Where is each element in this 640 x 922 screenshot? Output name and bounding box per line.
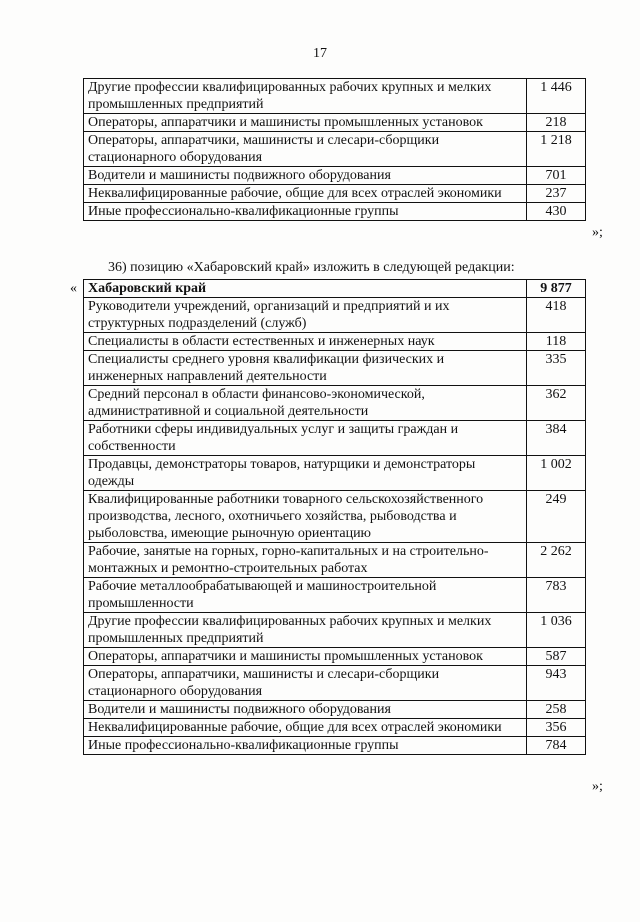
region-name-cell: Хабаровский край <box>84 280 527 298</box>
count-cell: 118 <box>527 333 586 351</box>
count-cell: 587 <box>527 648 586 666</box>
count-cell: 362 <box>527 386 586 421</box>
occupation-table-continued <box>83 78 586 221</box>
occupation-label-cell: Специалисты в области естественных и инженерных наук <box>84 333 527 351</box>
khabarovsk-occupation-table <box>83 279 586 755</box>
count-cell: 784 <box>527 737 586 755</box>
table-row <box>84 114 586 132</box>
occupation-label-cell: Другие профессии квалифицированных рабочих крупных и мелких промышленных предприятий <box>84 79 527 114</box>
occupation-label-cell: Неквалифицированные рабочие, общие для всех отраслей экономики <box>84 185 527 203</box>
occupation-label-cell: Квалифицированные работники товарного сельскохозяйственного производства, лесного, охотничьего хозяйства, рыбоводства и рыболовства, имеющие рыночную ориентацию <box>84 491 527 543</box>
table-row <box>84 578 586 613</box>
table-row <box>84 79 586 114</box>
occupation-label-cell: Операторы, аппаратчики и машинисты промышленных установок <box>84 648 527 666</box>
occupation-label-cell: Средний персонал в области финансово-экономической, административной и социальной деятельности <box>84 386 527 421</box>
table-row <box>84 648 586 666</box>
count-cell: 418 <box>527 298 586 333</box>
occupation-label-cell: Руководители учреждений, организаций и предприятий и их структурных подразделений (служб) <box>84 298 527 333</box>
table-header-row <box>84 280 586 298</box>
table-row <box>84 132 586 167</box>
occupation-label-cell: Операторы, аппаратчики, машинисты и слесари-сборщики стационарного оборудования <box>84 132 527 167</box>
occupation-label-cell: Операторы, аппаратчики, машинисты и слесари-сборщики стационарного оборудования <box>84 666 527 701</box>
table-row <box>84 298 586 333</box>
count-cell: 1 446 <box>527 79 586 114</box>
table-row <box>84 543 586 578</box>
count-cell: 701 <box>527 167 586 185</box>
table-row <box>84 719 586 737</box>
occupation-label-cell: Иные профессионально-квалификационные группы <box>84 203 527 221</box>
count-cell: 430 <box>527 203 586 221</box>
count-cell: 237 <box>527 185 586 203</box>
occupation-label-cell: Работники сферы индивидуальных услуг и защиты граждан и собственности <box>84 421 527 456</box>
count-cell: 1 002 <box>527 456 586 491</box>
count-cell: 258 <box>527 701 586 719</box>
occupation-label-cell: Операторы, аппаратчики и машинисты промышленных установок <box>84 114 527 132</box>
table-row <box>84 203 586 221</box>
table-row <box>84 491 586 543</box>
occupation-label-cell: Специалисты среднего уровня квалификации физических и инженерных направлений деятельности <box>84 351 527 386</box>
closing-quote-1: »; <box>592 225 603 240</box>
occupation-label-cell: Другие профессии квалифицированных рабочих крупных и мелких промышленных предприятий <box>84 613 527 648</box>
table-row <box>84 666 586 701</box>
table-row <box>84 351 586 386</box>
amendment-paragraph: 36) позицию «Хабаровский край» изложить в следующей редакции: <box>108 260 515 275</box>
count-cell: 218 <box>527 114 586 132</box>
count-cell: 356 <box>527 719 586 737</box>
count-cell: 335 <box>527 351 586 386</box>
count-cell: 1 036 <box>527 613 586 648</box>
table-row <box>84 333 586 351</box>
table-row <box>84 167 586 185</box>
count-cell: 943 <box>527 666 586 701</box>
occupation-label-cell: Водители и машинисты подвижного оборудования <box>84 167 527 185</box>
table-row <box>84 701 586 719</box>
count-cell: 1 218 <box>527 132 586 167</box>
occupation-label-cell: Иные профессионально-квалификационные группы <box>84 737 527 755</box>
table-row <box>84 421 586 456</box>
page-number: 17 <box>313 46 327 61</box>
occupation-label-cell: Водители и машинисты подвижного оборудования <box>84 701 527 719</box>
opening-quote-2: « <box>70 281 77 296</box>
table-row <box>84 185 586 203</box>
count-cell: 2 262 <box>527 543 586 578</box>
occupation-label-cell: Продавцы, демонстраторы товаров, натурщики и демонстраторы одежды <box>84 456 527 491</box>
table-row <box>84 456 586 491</box>
count-cell: 783 <box>527 578 586 613</box>
count-cell: 249 <box>527 491 586 543</box>
occupation-label-cell: Рабочие, занятые на горных, горно-капитальных и на строительно-монтажных и ремонтно-строительных работах <box>84 543 527 578</box>
occupation-label-cell: Рабочие металлообрабатывающей и машиностроительной промышленности <box>84 578 527 613</box>
table-row <box>84 737 586 755</box>
count-cell: 384 <box>527 421 586 456</box>
closing-quote-2: »; <box>592 779 603 794</box>
table-row <box>84 386 586 421</box>
table-row <box>84 613 586 648</box>
region-total-cell: 9 877 <box>527 280 586 298</box>
occupation-label-cell: Неквалифицированные рабочие, общие для всех отраслей экономики <box>84 719 527 737</box>
